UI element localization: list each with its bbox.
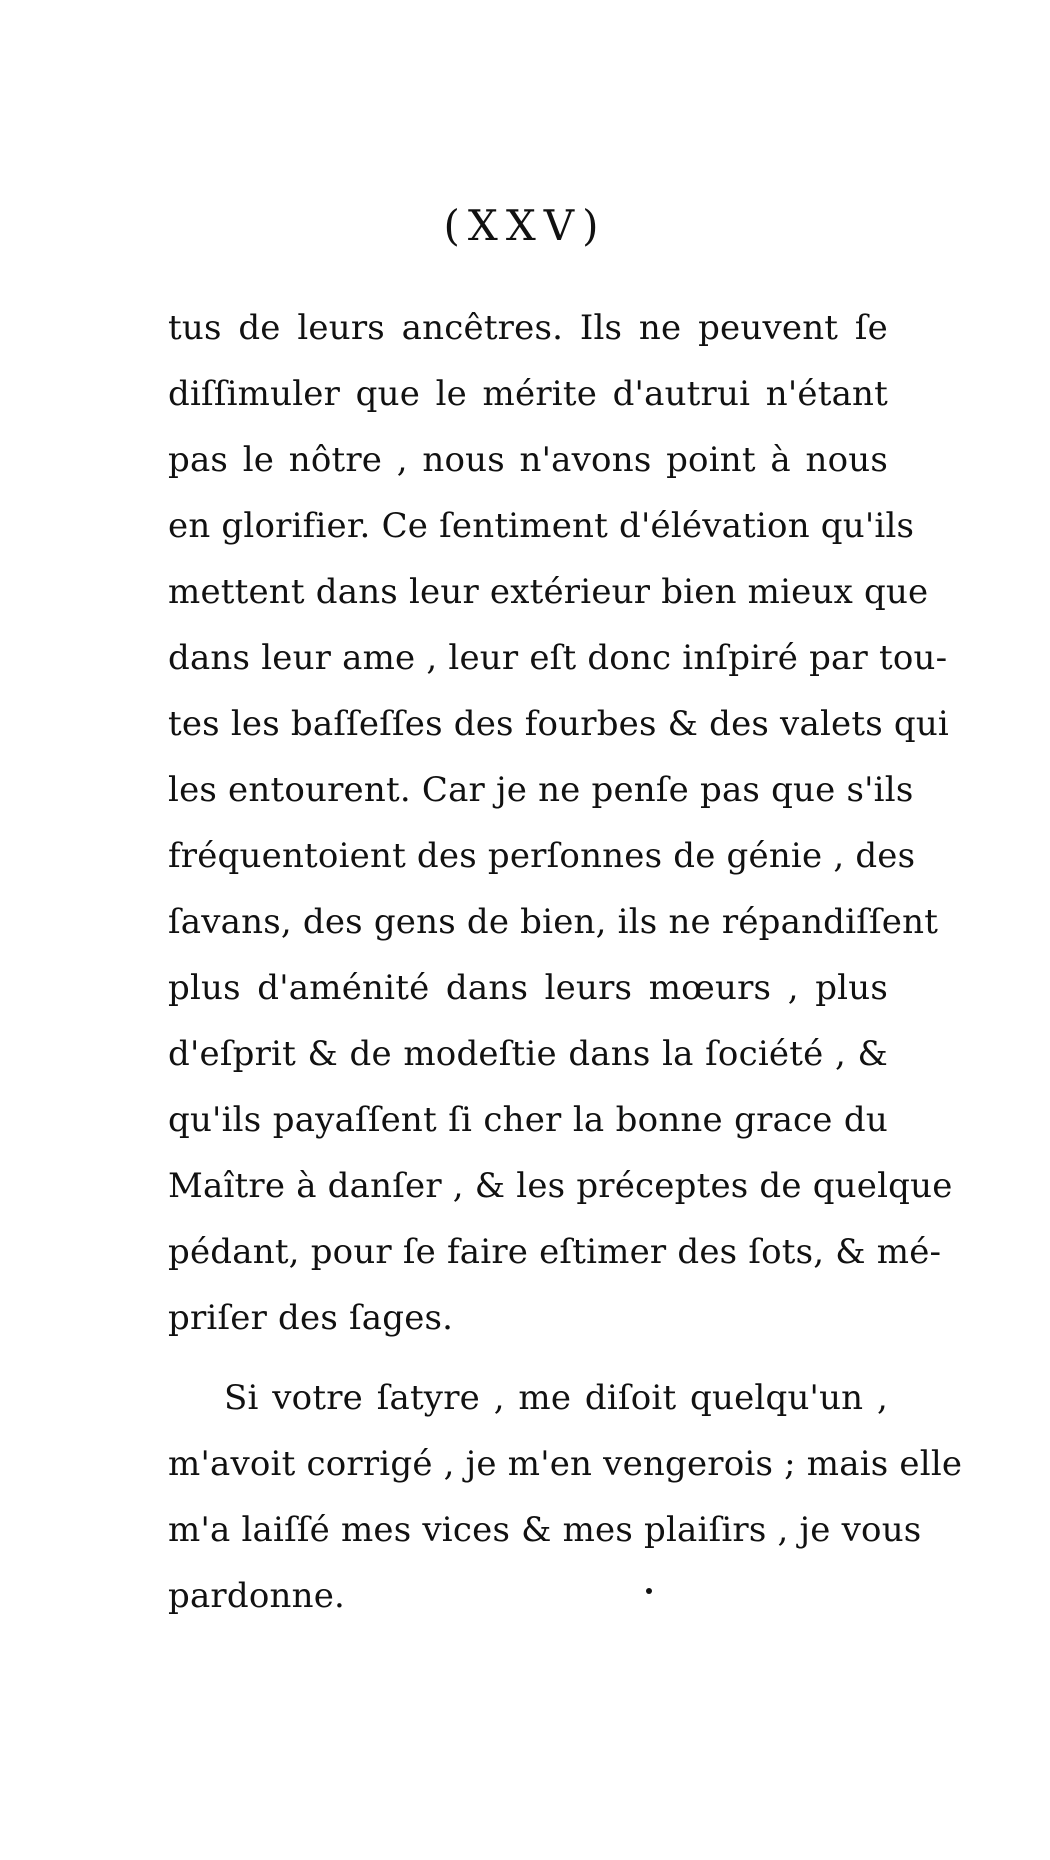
text-line: tus de leurs ancêtres. Ils ne peuvent ſe xyxy=(168,308,888,348)
text-line: m'a laiſſé mes vices & mes plaiſirs , je vous xyxy=(168,1510,922,1550)
text-line: pas le nôtre , nous n'avons point à nous xyxy=(168,440,888,480)
paragraph-gap xyxy=(168,1351,888,1365)
text-line: en glorifier. Ce ſentiment d'élévation qu'ils xyxy=(168,506,915,546)
text-line: ſavans, des gens de bien, ils ne répandiſſent xyxy=(168,902,939,942)
text-line: diſſimuler que le mérite d'autrui n'étant xyxy=(168,374,888,414)
paragraph-1 xyxy=(168,295,953,1351)
text-line: fréquentoient des perſonnes de génie , des xyxy=(168,836,916,876)
text-line: mettent dans leur extérieur bien mieux que xyxy=(168,572,929,612)
text-line: priſer des ſages. xyxy=(168,1298,454,1338)
text-line: dans leur ame , leur eſt donc inſpiré par tou- xyxy=(168,638,948,678)
text-line: qu'ils payaſſent ſi cher la bonne grace du xyxy=(168,1100,888,1140)
body-text xyxy=(168,295,963,1629)
text-line: Maître à danſer , & les préceptes de quelque xyxy=(168,1166,953,1206)
text-line: d'eſprit & de modeſtie dans la ſociété , & xyxy=(168,1034,888,1074)
text-line: les entourent. Car je ne penſe pas que s'ils xyxy=(168,770,914,810)
text-line: plus d'aménité dans leurs mœurs , plus xyxy=(168,968,888,1008)
text-line: m'avoit corrigé , je m'en vengerois ; mais elle xyxy=(168,1444,963,1484)
text-line: pardonne. xyxy=(168,1576,346,1616)
page-number-header: (XXV) xyxy=(443,201,607,250)
text-line: pédant, pour ſe faire eſtimer des ſots, & mé- xyxy=(168,1232,942,1272)
ink-dot xyxy=(646,1588,652,1594)
text-line: tes les baſſeſſes des fourbes & des valets qui xyxy=(168,704,949,744)
paragraph-2 xyxy=(168,1365,963,1629)
text-line: Si votre ſatyre , me diſoit quelqu'un , xyxy=(224,1378,888,1418)
